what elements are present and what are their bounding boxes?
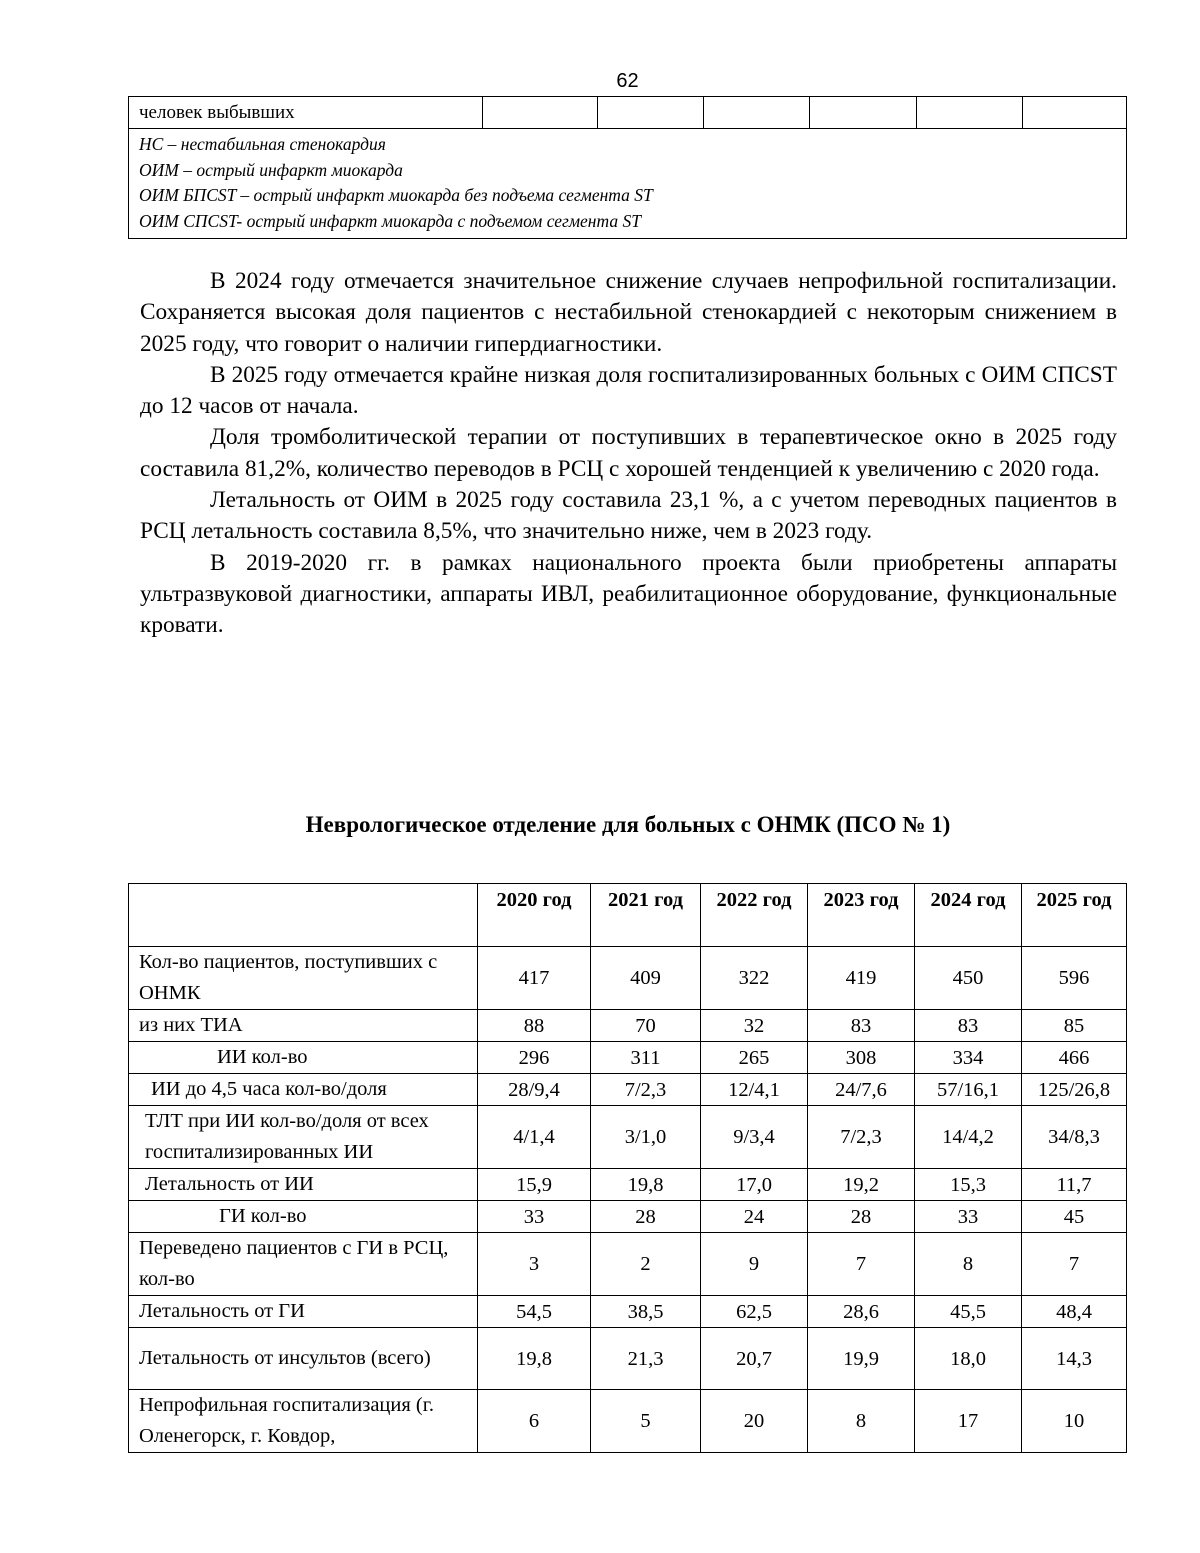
table-cell: 28,6: [808, 1296, 915, 1328]
table-cell: 28: [591, 1201, 701, 1233]
table-cell: 419: [808, 947, 915, 1010]
table-cell: 10: [1022, 1390, 1127, 1453]
table-cell: 54,5: [478, 1296, 591, 1328]
table-cell: 322: [701, 947, 808, 1010]
row-label: ИИ до 4,5 часа кол-во/доля: [129, 1074, 478, 1106]
header-empty: [129, 884, 478, 947]
table-cell: 9: [701, 1233, 808, 1296]
table-row: [129, 1201, 1127, 1233]
header-year: 2023 год: [808, 884, 915, 947]
table-header-row: [129, 884, 1127, 947]
table-row: [129, 1169, 1127, 1201]
table-cell: 88: [478, 1010, 591, 1042]
table-cell: 8: [915, 1233, 1022, 1296]
table-cell: 83: [915, 1010, 1022, 1042]
table-cell: 3/1,0: [591, 1106, 701, 1169]
table-cell: 62,5: [701, 1296, 808, 1328]
table-cell: 32: [701, 1010, 808, 1042]
header-year: 2024 год: [915, 884, 1022, 947]
row-label: из них ТИА: [129, 1010, 478, 1042]
table-cell: 4/1,4: [478, 1106, 591, 1169]
table-cell: 48,4: [1022, 1296, 1127, 1328]
table-row: [129, 1296, 1127, 1328]
table-cell: 7: [808, 1233, 915, 1296]
table-row: [129, 129, 1127, 239]
table-cell: 19,8: [478, 1328, 591, 1390]
table-cell: 15,9: [478, 1169, 591, 1201]
table-cell: 2: [591, 1233, 701, 1296]
table-cell: 20,7: [701, 1328, 808, 1390]
paragraph: В 2025 году отмечается крайне низкая доля госпитализированных больных с ОИМ СПСST до 12 часов от начала.: [140, 361, 1117, 420]
table-cell: 57/16,1: [915, 1074, 1022, 1106]
table-cell: 265: [701, 1042, 808, 1074]
table-cell: 24/7,6: [808, 1074, 915, 1106]
row-label: человек выбывших: [129, 97, 483, 129]
row-label: Летальность от инсультов (всего): [129, 1328, 478, 1390]
note-line: ОИМ БПСST – острый инфаркт миокарда без подъема сегмента ST: [139, 185, 653, 205]
row-label: ГИ кол-во: [129, 1201, 478, 1233]
table-row: [129, 97, 1127, 129]
table-row: [129, 1010, 1127, 1042]
note-line: ОИМ – острый инфаркт миокарда: [139, 159, 403, 180]
table-cell: 45: [1022, 1201, 1127, 1233]
table-cell: 12/4,1: [701, 1074, 808, 1106]
note-line: НС – нестабильная стенокардия: [139, 134, 386, 154]
table-row: [129, 1074, 1127, 1106]
table-cell: 296: [478, 1042, 591, 1074]
table-cell: 5: [591, 1390, 701, 1453]
table-cell: 19,9: [808, 1328, 915, 1390]
table-row: [129, 1106, 1127, 1169]
header-year: 2020 год: [478, 884, 591, 947]
note-line: ОИМ СПСST- острый инфаркт миокарда с подъемом сегмента ST: [139, 210, 641, 231]
table-cell: 85: [1022, 1010, 1127, 1042]
table-cell: [597, 97, 703, 129]
paragraph: В 2019-2020 гг. в рамках национального проекта были приобретены аппараты ультразвуковой диагностики, аппараты ИВЛ, реабилитационное оборудование, функциональные кровати.: [140, 549, 1117, 639]
header-year: 2025 год: [1022, 884, 1127, 947]
previous-table-fragment: [128, 96, 1127, 239]
table-cell: [483, 97, 598, 129]
table-cell: 24: [701, 1201, 808, 1233]
table-cell: 7/2,3: [591, 1074, 701, 1106]
table-cell: [703, 97, 810, 129]
table-cell: 7: [1022, 1233, 1127, 1296]
table-row: [129, 947, 1127, 1010]
table-cell: 83: [808, 1010, 915, 1042]
abbreviations-note: [129, 129, 1127, 239]
table-cell: 466: [1022, 1042, 1127, 1074]
table-cell: 17,0: [701, 1169, 808, 1201]
table-row: [129, 1390, 1127, 1453]
table-cell: 19,2: [808, 1169, 915, 1201]
table-cell: 33: [915, 1201, 1022, 1233]
table-cell: 311: [591, 1042, 701, 1074]
row-label: Летальность от ИИ: [129, 1169, 478, 1201]
table-cell: 20: [701, 1390, 808, 1453]
table-cell: 308: [808, 1042, 915, 1074]
paragraph: Доля тромболитической терапии от поступивших в терапевтическое окно в 2025 году составила 81,2%, количество переводов в РСЦ с хорошей тенденцией к увеличению с 2020 года.: [140, 424, 1117, 482]
table-cell: 70: [591, 1010, 701, 1042]
table-cell: 19,8: [591, 1169, 701, 1201]
table-cell: 3: [478, 1233, 591, 1296]
table-cell: 11,7: [1022, 1169, 1127, 1201]
table-row: [129, 1233, 1127, 1296]
table-cell: 417: [478, 947, 591, 1010]
table-cell: 450: [915, 947, 1022, 1010]
row-label: Переведено пациентов с ГИ в РСЦ, кол-во: [129, 1233, 478, 1296]
table-cell: 34/8,3: [1022, 1106, 1127, 1169]
table-cell: 33: [478, 1201, 591, 1233]
table-row: [129, 1042, 1127, 1074]
table-row: [129, 1328, 1127, 1390]
table-cell: 6: [478, 1390, 591, 1453]
table-cell: 14,3: [1022, 1328, 1127, 1390]
table-cell: 8: [808, 1390, 915, 1453]
table-cell: 45,5: [915, 1296, 1022, 1328]
table-cell: 28/9,4: [478, 1074, 591, 1106]
table-cell: 38,5: [591, 1296, 701, 1328]
table-cell: 7/2,3: [808, 1106, 915, 1169]
table-cell: 18,0: [915, 1328, 1022, 1390]
row-label: Непрофильная госпитализация (г. Оленегорск, г. Ковдор,: [129, 1390, 478, 1453]
table-cell: [810, 97, 917, 129]
table-cell: [1023, 97, 1127, 129]
body-text: [140, 266, 1117, 642]
table-cell: [917, 97, 1023, 129]
table-cell: 125/26,8: [1022, 1074, 1127, 1106]
table-cell: 409: [591, 947, 701, 1010]
table-cell: 17: [915, 1390, 1022, 1453]
row-label: ТЛТ при ИИ кол-во/доля от всех госпитализированных ИИ: [129, 1106, 478, 1169]
row-label: Кол-во пациентов, поступивших с ОНМК: [129, 947, 478, 1010]
paragraph: Летальность от ОИМ в 2025 году составила 23,1 %, а с учетом переводных пациентов в РСЦ летальность составила 8,5%, что значительно ниже, чем в 2023 году.: [140, 487, 1117, 545]
section-title: Неврологическое отделение для больных с ОНМК (ПСО № 1): [305, 812, 951, 837]
table-cell: 9/3,4: [701, 1106, 808, 1169]
page-number: 62: [616, 70, 639, 92]
stroke-department-table: [128, 883, 1127, 1453]
table-cell: 21,3: [591, 1328, 701, 1390]
header-year: 2021 год: [591, 884, 701, 947]
table-cell: 334: [915, 1042, 1022, 1074]
table-cell: 14/4,2: [915, 1106, 1022, 1169]
table-cell: 596: [1022, 947, 1127, 1010]
header-year: 2022 год: [701, 884, 808, 947]
paragraph: В 2024 году отмечается значительное снижение случаев непрофильной госпитализации. Сохраняется высокая доля пациентов с нестабильной стенокардией с некоторым снижением в 2025 году, что говорит о наличии гипердиагностики.: [140, 268, 1117, 357]
table-cell: 15,3: [915, 1169, 1022, 1201]
row-label: ИИ кол-во: [129, 1042, 478, 1074]
row-label: Летальность от ГИ: [129, 1296, 478, 1328]
table-cell: 28: [808, 1201, 915, 1233]
